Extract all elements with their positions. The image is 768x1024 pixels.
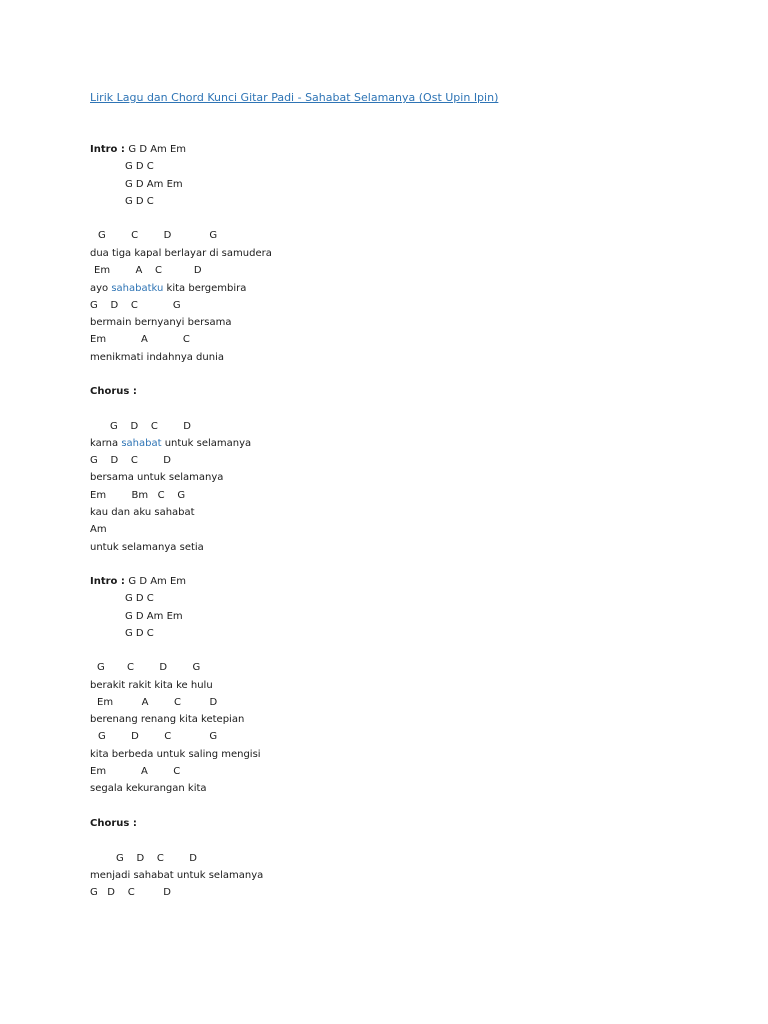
chord-line: G C D G	[98, 230, 218, 241]
chord-line: G D C D	[90, 887, 171, 898]
lyric-text: kita bergembira	[163, 283, 247, 294]
chord-line: Em A C D	[94, 265, 202, 276]
chord-line: G D C G	[90, 300, 181, 311]
chord-line: Em A C	[90, 766, 181, 777]
lyric-text: ayo	[90, 283, 112, 294]
section-label: Chorus :	[90, 818, 137, 829]
chord-line: Am	[90, 524, 107, 535]
intro-line	[90, 143, 186, 156]
chord-line: G C D G	[97, 662, 201, 673]
chord-line: G D C	[125, 196, 154, 207]
chord-line: Em A C	[90, 334, 190, 345]
document-title-link[interactable]: Lirik Lagu dan Chord Kunci Gitar Padi - Sahabat Selamanya (Ost Upin Ipin)	[90, 91, 499, 104]
lyric-line: dua tiga kapal berlayar di samudera	[90, 248, 272, 259]
chord-line: G D Am Em	[128, 576, 187, 587]
chord-line: G D C	[125, 593, 154, 604]
intro-line	[90, 575, 186, 588]
chord-line: G D C	[125, 628, 154, 639]
chord-line: G D C D	[110, 421, 191, 432]
sahabatku-link[interactable]: sahabatku	[111, 283, 164, 294]
lyric-line: bermain bernyanyi bersama	[90, 317, 232, 328]
chord-line: G D C G	[98, 731, 218, 742]
lyric-text: untuk selamanya	[161, 438, 252, 449]
chord-line: G D C D	[90, 455, 171, 466]
lyric-line	[90, 282, 246, 295]
chord-line: G D Am Em	[128, 144, 187, 155]
chord-line: Em Bm C G	[90, 490, 186, 501]
lyric-line: berakit rakit kita ke hulu	[90, 680, 213, 691]
lyric-line: kau dan aku sahabat	[90, 507, 195, 518]
chord-line: G D C D	[116, 853, 197, 864]
lyric-line: bersama untuk selamanya	[90, 472, 224, 483]
lyric-text: karna	[90, 438, 122, 449]
lyric-line: untuk selamanya setia	[90, 542, 204, 553]
chord-line: G D Am Em	[125, 611, 183, 622]
chord-line: G D Am Em	[125, 179, 183, 190]
lyric-line: kita berbeda untuk saling mengisi	[90, 749, 261, 760]
section-label: Intro :	[90, 144, 129, 155]
chord-line: Em A C D	[97, 697, 218, 708]
lyric-line: menjadi sahabat untuk selamanya	[90, 870, 264, 881]
lyric-line: berenang renang kita ketepian	[90, 714, 245, 725]
section-label: Chorus :	[90, 386, 137, 397]
lyric-line	[90, 437, 251, 450]
chord-line: G D C	[125, 161, 154, 172]
lyric-line: segala kekurangan kita	[90, 783, 207, 794]
lyric-line: menikmati indahnya dunia	[90, 352, 224, 363]
section-label: Intro :	[90, 576, 129, 587]
sahabat-link[interactable]: sahabat	[121, 438, 162, 449]
